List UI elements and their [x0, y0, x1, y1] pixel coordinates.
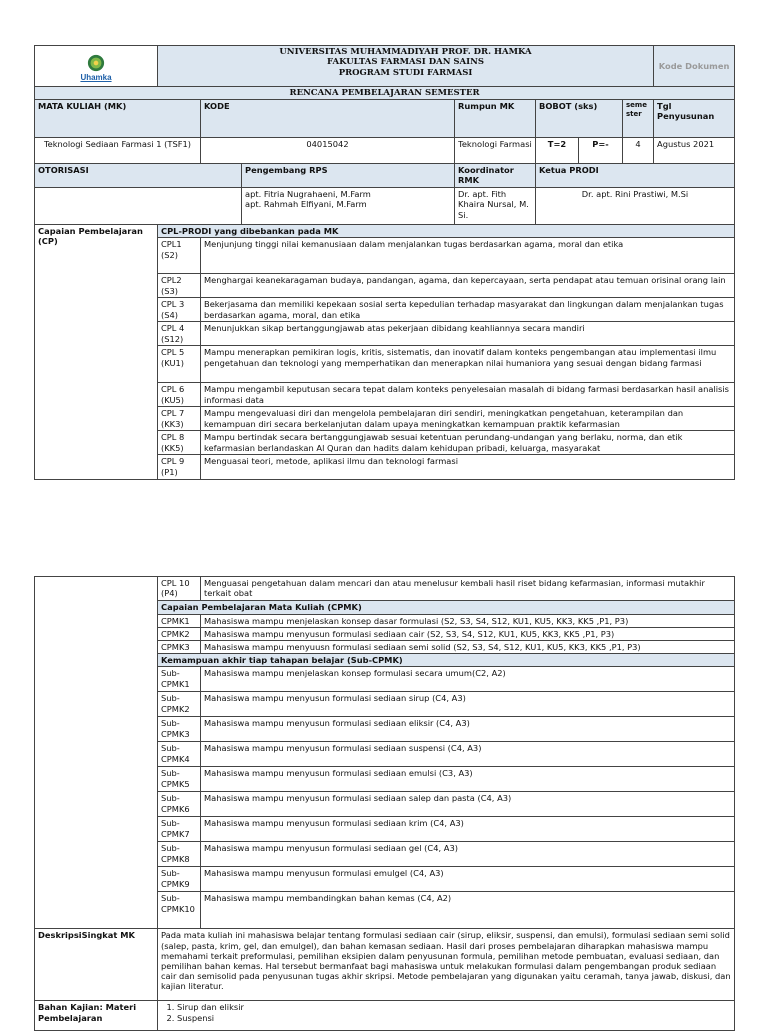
faculty-name: FAKULTAS FARMASI DAN SAINS: [326, 57, 485, 68]
cpl-code: CPL1 (S2): [158, 238, 201, 274]
sub-cpmk-text: Mahasiswa mampu menjelaskan konsep formulasi secara umum(C2, A2): [201, 667, 735, 692]
bahan-kajian-label: Bahan Kajian: Materi Pembelajaran: [35, 1001, 158, 1031]
list-item: 1. Sirup dan eliksir: [177, 1002, 731, 1012]
sub-cpmk-code: Sub-CPMK3: [158, 717, 201, 742]
cpl-code: CPL 10 (P4): [158, 577, 201, 601]
cpl-text: Menguasai pengetahuan dalam mencari dan atau menelusur kembali hasil riset bidang kefarmasian, informasi mutakhir terkait obat: [201, 577, 735, 601]
sub-cpmk-code: Sub-CPMK8: [158, 842, 201, 867]
cpmk-heading: Capaian Pembelajaran Mata Kuliah (CPMK): [158, 601, 735, 615]
sub-cpmk-text: Mahasiswa mampu menyusun formulasi sediaan salep dan pasta (C4, A3): [201, 792, 735, 817]
cpmk-text: Mahasiswa mampu menyusun formulasi sediaan cair (S2, S3, S4, S12, KU1, KU5, KK3, KK5 ,P1, P3): [201, 628, 735, 641]
kode-header: KODE: [201, 100, 455, 138]
cpl-text: Mampu bertindak secara bertanggungjawab sesuai ketentuan perundang-undangan yang berlaku, norma, dan etik kefarmasian berlandaskan Al Quran dan hadits dalam kehidupan pribadi, keluarga, masyarakat: [201, 431, 735, 455]
cpl-code: CPL2 (S3): [158, 274, 201, 298]
ketua-name: Dr. apt. Rini Prastiwi, M.Si: [536, 188, 735, 225]
semester-header: semester: [623, 100, 654, 138]
cpl-code: CPL 5 (KU1): [158, 346, 201, 383]
cpl-text: Mampu menerapkan pemikiran logis, kritis, sistematis, dan inovatif dalam konteks pengembangan atau implementasi ilmu pengetahuan dan teknologi yang memperhatikan dan menerapkan nilai humaniora yang sesuai dengan bidang farmasi: [201, 346, 735, 383]
pengembang-1: apt. Fitria Nugrahaeni, M.Farm: [245, 189, 371, 200]
cpmk-text: Mahasiswa mampu menyuusn formulasi sediaan semi solid (S2, S3, S4, S12, KU1, KU5, KK3, KK5 ,P1, P3): [201, 641, 735, 654]
course-p-sks: P=-: [579, 138, 623, 164]
cpmk-code: CPMK1: [158, 615, 201, 628]
cpmk-code: CPMK2: [158, 628, 201, 641]
pengembang-header: Pengembang RPS: [242, 164, 455, 188]
cpmk-code: CPMK3: [158, 641, 201, 654]
sub-cpmk-text: Mahasiswa mampu menyusun formulasi sediaan emulsi (C3, A3): [201, 767, 735, 792]
sub-cpmk-code: Sub-CPMK4: [158, 742, 201, 767]
header-cell: [158, 46, 654, 87]
pengembang-names: [242, 188, 455, 225]
sub-cpmk-text: Mahasiswa mampu menyusun formulasi sediaan suspensi (C4, A3): [201, 742, 735, 767]
sub-cpmk-heading: Kemampuan akhir tiap tahapan belajar (Sub-CPMK): [158, 654, 735, 667]
cpmk-text: Mahasiswa mampu menjelaskan konsep dasar formulasi (S2, S3, S4, S12, KU1, KU5, KK3, KK5 ,P1, P3): [201, 615, 735, 628]
otorisasi-label: OTORISASI: [35, 164, 242, 188]
course-semester: 4: [623, 138, 654, 164]
list-item: 2. Suspensi: [177, 1013, 731, 1023]
cpl-code: CPL 4 (S12): [158, 322, 201, 346]
course-t-sks: T=2: [536, 138, 579, 164]
program-name: PROGRAM STUDI FARMASI: [338, 67, 473, 78]
university-name: UNIVERSITAS MUHAMMADIYAH PROF. DR. HAMKA: [279, 47, 532, 57]
table-row: [35, 577, 735, 601]
logo-cell: [35, 46, 158, 87]
deskripsi-text: Pada mata kuliah ini mahasiswa belajar tentang formulasi sediaan cair (sirup, eliksir, suspensi, dan emulsi), formulasi sediaan semi solid (salep, pasta, krim, gel, dan emulgel), dan bahan kemasan sediaan. Hasil dari proses pembelajaran diharapkan mahasiswa mampu memahami terkait preformulasi, pemilihan eksipien dalam penyusunan formula, pemilihan metode pembuatan, evaluasi sediaan, dan pemilihan bahan kemas. Hal tersebut bermanfaat bagi mahasiswa untuk melakukan formulasi dalam pengembangan produk sediaan cair dan semisolid pada penyusunan tugas akhir skripsi. Metode pembelajaran yang digunakan yaitu ceramah, tanya jawab, diskusi, dan kajian literatur.: [158, 929, 735, 1001]
sub-cpmk-text: Mahasiswa mampu menyusun formulasi sediaan gel (C4, A3): [201, 842, 735, 867]
sub-cpmk-code: Sub-CPMK10: [158, 892, 201, 929]
cpl-text: Mampu mengevaluasi diri dan mengelola pembelajaran diri sendiri, meningkatkan pengetahuan, keterampilan dan kemampuan diri secara berkelanjutan dalam upaya meningkatkan kemampuan praktik kefarmasian: [201, 407, 735, 431]
cpl-text: Menguasai teori, metode, aplikasi ilmu dan teknologi farmasi: [201, 455, 735, 480]
rps-table-page1: [34, 45, 735, 480]
sub-cpmk-code: Sub-CPMK2: [158, 692, 201, 717]
deskripsi-label: DeskripsiSingkat MK: [35, 929, 158, 1001]
cpl-text: Mampu mengambil keputusan secara tepat dalam konteks penyelesaian masalah di bidang farmasi berdasarkan hasil analisis informasi data: [201, 383, 735, 407]
sub-cpmk-code: Sub-CPMK7: [158, 817, 201, 842]
mk-header: MATA KULIAH (MK): [35, 100, 201, 138]
sub-cpmk-code: Sub-CPMK5: [158, 767, 201, 792]
bahan-kajian-list: [158, 1001, 735, 1031]
sub-cpmk-text: Mahasiswa mampu membandingkan bahan kemas (C4, A2): [201, 892, 735, 929]
course-date: Agustus 2021: [654, 138, 735, 164]
cpl-heading: CPL-PRODI yang dibebankan pada MK: [158, 225, 735, 238]
bobot-header: BOBOT (sks): [536, 100, 623, 138]
document-code-label: Kode Dokumen: [654, 46, 735, 87]
cpl-code: CPL 7 (KK3): [158, 407, 201, 431]
cpl-text: Bekerjasama dan memiliki kepekaan sosial serta kepedulian terhadap masyarakat dan lingkungan dalam menjalankan tugas berdasarkan agama, moral, dan etika: [201, 298, 735, 322]
sub-cpmk-text: Mahasiswa mampu menyusun formulasi sediaan krim (C4, A3): [201, 817, 735, 842]
cpl-text: Menunjukkan sikap bertanggungjawab atas pekerjaan dibidang keahliannya secara mandiri: [201, 322, 735, 346]
sub-cpmk-code: Sub-CPMK6: [158, 792, 201, 817]
cpl-code: CPL 6 (KU5): [158, 383, 201, 407]
sub-cpmk-code: Sub-CPMK1: [158, 667, 201, 692]
cpl-text: Menjunjung tinggi nilai kemanusiaan dalam menjalankan tugas berdasarkan agama, moral dan etika: [201, 238, 735, 274]
cp-label: Capaian Pembelajaran (CP): [35, 225, 158, 480]
document-title: RENCANA PEMBELAJARAN SEMESTER: [35, 87, 735, 100]
cpl-text: Menghargai keanekaragaman budaya, pandangan, agama, dan kepercayaan, serta pendapat atau temuan orisinal orang lain: [201, 274, 735, 298]
koordinator-name: Dr. apt. Fith Khaira Nursal, M. Si.: [455, 188, 536, 225]
sub-cpmk-text: Mahasiswa mampu menyusun formulasi emulgel (C4, A3): [201, 867, 735, 892]
rps-table-page2: [34, 576, 735, 1031]
cpl-code: CPL 8 (KK5): [158, 431, 201, 455]
course-name: Teknologi Sediaan Farmasi 1 (TSF1): [35, 138, 201, 164]
course-code: 04015042: [201, 138, 455, 164]
cpl-code: CPL 3 (S4): [158, 298, 201, 322]
rumpun-header: Rumpun MK: [455, 100, 536, 138]
sub-cpmk-text: Mahasiswa mampu menyusun formulasi sediaan sirup (C4, A3): [201, 692, 735, 717]
pengembang-2: apt. Rahmah Elfiyani, M.Farm: [245, 199, 367, 210]
koordinator-header: Koordinator RMK: [455, 164, 536, 188]
sub-cpmk-text: Mahasiswa mampu menyusun formulasi sediaan eliksir (C4, A3): [201, 717, 735, 742]
cpl-code: CPL 9 (P1): [158, 455, 201, 480]
tgl-header: Tgl Penyusunan: [654, 100, 735, 138]
sub-cpmk-code: Sub-CPMK9: [158, 867, 201, 892]
otorisasi-blank: [35, 188, 242, 225]
ketua-header: Ketua PRODI: [536, 164, 735, 188]
cp-continued: [35, 577, 158, 929]
university-logo-text: Uhamka: [80, 72, 112, 82]
course-rumpun: Teknologi Farmasi: [455, 138, 536, 164]
university-seal-icon: [87, 54, 105, 72]
